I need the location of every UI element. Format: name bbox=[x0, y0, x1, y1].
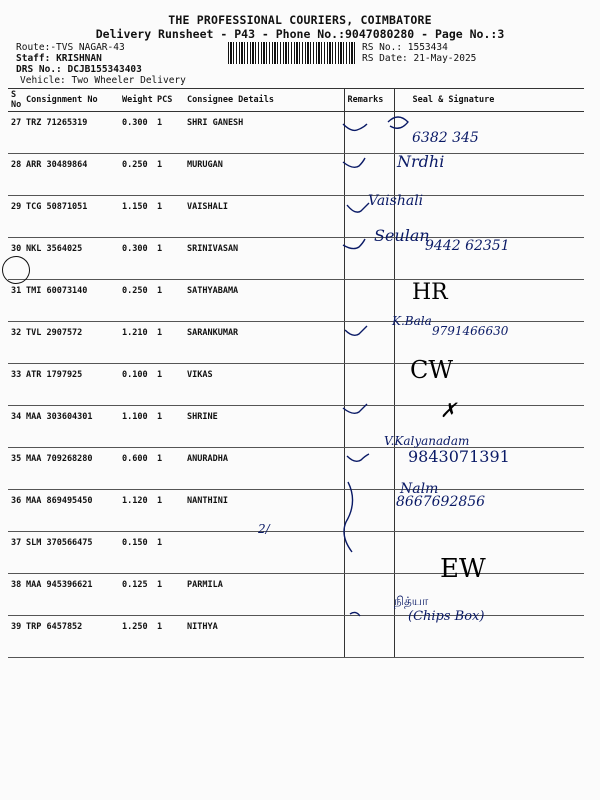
vehicle-text: Vehicle: Two Wheeler Delivery bbox=[20, 75, 186, 86]
tick-mark bbox=[345, 326, 367, 335]
cell-wt: 0.250 bbox=[119, 280, 154, 322]
signature-35-name: V.Kalyanadam bbox=[384, 434, 470, 448]
cell-cn: SLM 370566475 bbox=[23, 532, 119, 574]
cell-name: SATHYABAMA bbox=[184, 280, 344, 322]
cell-name: ANURADHA bbox=[184, 448, 344, 490]
cell-cn: ATR 1797925 bbox=[23, 364, 119, 406]
signature-30-phone: 9442 62351 bbox=[425, 238, 510, 254]
cell-name: SARANKUMAR bbox=[184, 322, 344, 364]
cell-sno: 31 bbox=[8, 280, 23, 322]
cell-wt: 0.100 bbox=[119, 364, 154, 406]
bracket-mark bbox=[344, 482, 353, 552]
tick-mark bbox=[343, 158, 365, 167]
signature-33: CW bbox=[410, 356, 454, 384]
staff-label: Staff: bbox=[16, 53, 51, 64]
signature-30-name: Seulan bbox=[374, 226, 430, 245]
cell-pcs: 1 bbox=[154, 280, 184, 322]
signature-35-phone: 9843071391 bbox=[408, 447, 510, 466]
cell-pcs: 1 bbox=[154, 112, 184, 154]
cell-pcs: 1 bbox=[154, 532, 184, 574]
col-remarks: Remarks bbox=[344, 89, 394, 112]
signature-38: EW bbox=[440, 554, 486, 584]
signature-32-name: K.Bala bbox=[392, 314, 432, 328]
signature-28: Nrdhi bbox=[397, 152, 445, 171]
cell-pcs: 1 bbox=[154, 238, 184, 280]
rs-date: RS Date: 21-May-2025 bbox=[362, 53, 477, 64]
cell-cn: TVL 2907572 bbox=[23, 322, 119, 364]
signature-32-phone: 9791466630 bbox=[432, 324, 509, 338]
signature-27: 6382 345 bbox=[412, 130, 479, 146]
cell-sno: 34 bbox=[8, 406, 23, 448]
cell-name: SRINIVASAN bbox=[184, 238, 344, 280]
runsheet-subtitle: Delivery Runsheet - P43 - Phone No.:9047080280 - Page No.:3 bbox=[95, 27, 505, 41]
col-consignment: Consignment No bbox=[23, 89, 119, 112]
col-signature: Seal & Signature bbox=[394, 89, 584, 112]
cell-name: NANTHINI bbox=[184, 490, 344, 532]
staff-value: KRISHNAN bbox=[56, 53, 102, 64]
route-text: Route:-TVS NAGAR-43 bbox=[16, 42, 125, 53]
cell-pcs: 1 bbox=[154, 616, 184, 658]
tick-mark bbox=[347, 454, 369, 461]
cell-wt: 0.600 bbox=[119, 448, 154, 490]
cell-sno: 35 bbox=[8, 448, 23, 490]
cell-wt: 0.150 bbox=[119, 532, 154, 574]
cell-sno: 33 bbox=[8, 364, 23, 406]
col-weight: Weight bbox=[119, 89, 154, 112]
cell-pcs: 1 bbox=[154, 154, 184, 196]
rs-number: RS No.: 1553434 bbox=[362, 42, 448, 53]
cell-name: SHRINE bbox=[184, 406, 344, 448]
cell-wt: 0.250 bbox=[119, 154, 154, 196]
cell-sno: 29 bbox=[8, 196, 23, 238]
cell-cn: MAA 303604301 bbox=[23, 406, 119, 448]
cell-cn: TRZ 71265319 bbox=[23, 112, 119, 154]
signature-39-name: நித்யா bbox=[394, 594, 429, 608]
cell-sno: 38 bbox=[8, 574, 23, 616]
cell-wt: 1.210 bbox=[119, 322, 154, 364]
cell-cn: MAA 709268280 bbox=[23, 448, 119, 490]
cell-sno: 36 bbox=[8, 490, 23, 532]
cell-pcs: 1 bbox=[154, 322, 184, 364]
cell-cn: MAA 945396621 bbox=[23, 574, 119, 616]
cell-name: NITHYA bbox=[184, 616, 344, 658]
company-title: THE PROFESSIONAL COURIERS, COIMBATORE bbox=[168, 13, 432, 27]
col-sno: S No bbox=[8, 89, 23, 112]
cell-name: MURUGAN bbox=[184, 154, 344, 196]
cell-name: VIKAS bbox=[184, 364, 344, 406]
cell-cn: MAA 869495450 bbox=[23, 490, 119, 532]
drs-value: DCJB155343403 bbox=[67, 64, 142, 75]
signature-36-name: Nalm bbox=[400, 481, 439, 497]
tick-mark bbox=[343, 404, 367, 413]
col-consignee: Consignee Details bbox=[184, 89, 344, 112]
scribble bbox=[388, 117, 408, 128]
cell-wt: 0.125 bbox=[119, 574, 154, 616]
cell-wt: 1.150 bbox=[119, 196, 154, 238]
cell-name: VAISHALI bbox=[184, 196, 344, 238]
cell-pcs: 1 bbox=[154, 574, 184, 616]
mark-37: 2/ bbox=[258, 522, 270, 536]
cell-cn: TMI 60073140 bbox=[23, 280, 119, 322]
cell-pcs: 1 bbox=[154, 490, 184, 532]
cell-sno: 27 bbox=[8, 112, 23, 154]
cell-wt: 0.300 bbox=[119, 112, 154, 154]
cell-sno: 30 bbox=[8, 238, 23, 280]
signature-31: HR bbox=[412, 280, 448, 305]
cell-pcs: 1 bbox=[154, 448, 184, 490]
cell-wt: 0.300 bbox=[119, 238, 154, 280]
cell-name: SHRI GANESH bbox=[184, 112, 344, 154]
cell-cn: ARR 30489864 bbox=[23, 154, 119, 196]
cell-wt: 1.100 bbox=[119, 406, 154, 448]
cell-wt: 1.120 bbox=[119, 490, 154, 532]
cell-cn: TCG 50871051 bbox=[23, 196, 119, 238]
cell-sno: 37 bbox=[8, 532, 23, 574]
cell-sno: 32 bbox=[8, 322, 23, 364]
cell-pcs: 1 bbox=[154, 364, 184, 406]
cell-cn: NKL 3564025 bbox=[23, 238, 119, 280]
col-pcs: PCS bbox=[154, 89, 184, 112]
cell-cn: TRP 6457852 bbox=[23, 616, 119, 658]
cell-wt: 1.250 bbox=[119, 616, 154, 658]
cell-sno: 39 bbox=[8, 616, 23, 658]
cell-sno: 28 bbox=[8, 154, 23, 196]
tick-mark bbox=[343, 239, 365, 249]
cell-name: PARMILA bbox=[184, 574, 344, 616]
signature-29: Vaishali bbox=[368, 193, 424, 209]
drs-label: DRS No.: bbox=[16, 64, 62, 75]
signature-36-phone: 8667692856 bbox=[396, 494, 486, 510]
tick-mark bbox=[350, 612, 360, 616]
cell-pcs: 1 bbox=[154, 406, 184, 448]
tick-mark bbox=[343, 124, 367, 130]
signature-39-note: (Chips Box) bbox=[408, 609, 485, 624]
signature-34: ✗ bbox=[440, 398, 457, 422]
tick-mark bbox=[347, 203, 369, 212]
cell-pcs: 1 bbox=[154, 196, 184, 238]
